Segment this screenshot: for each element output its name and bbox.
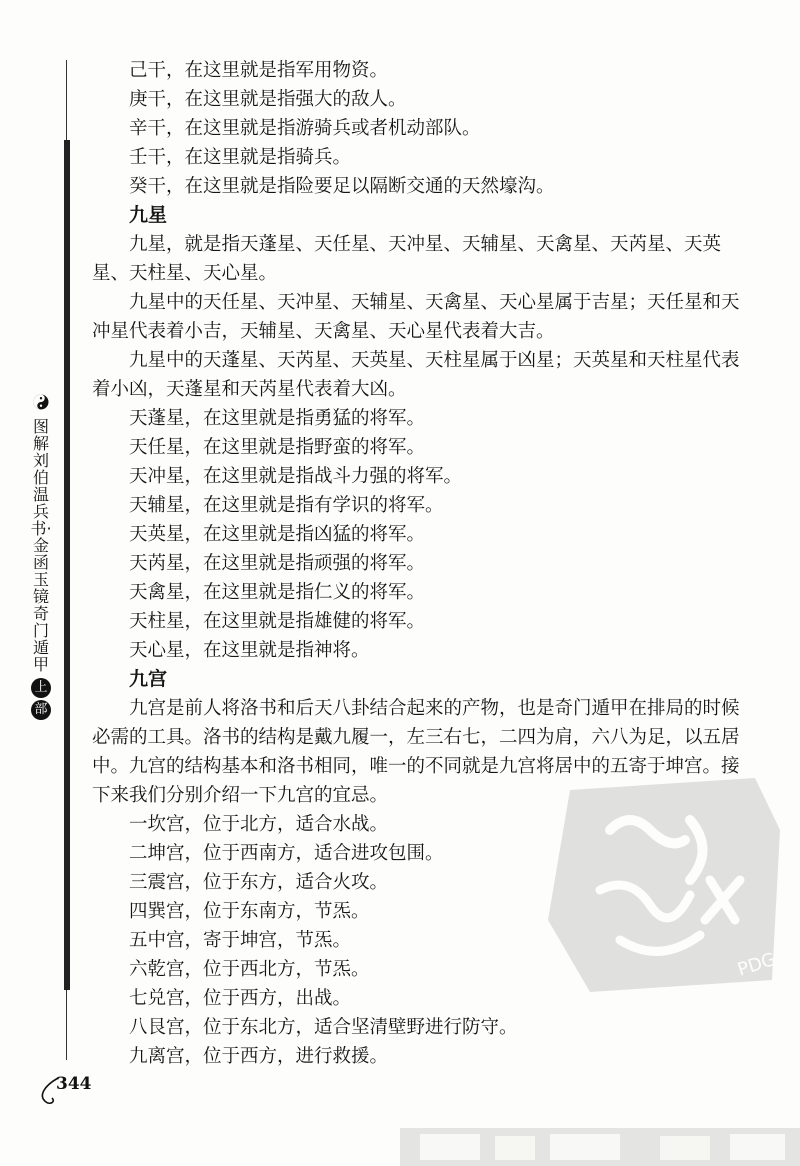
paragraph: 九离宫，位于西方，进行救援。 [129,1046,389,1067]
paragraph: 四巽宫，位于东南方，节炁。 [129,901,370,922]
paragraph: 七兑宫，位于西方，出战。 [129,988,352,1009]
paragraph: 天蓬星，在这里就是指勇猛的将军。 [129,408,426,429]
paragraph: 天任星，在这里就是指野蛮的将军。 [129,437,426,458]
paragraph: 庚干，在这里就是指强大的敌人。 [129,89,407,110]
paragraph: 天芮星，在这里就是指顽强的将军。 [129,553,426,574]
paragraph: 天冲星，在这里就是指战斗力强的将军。 [129,466,463,487]
section-heading-nine-palaces: 九宫 [129,668,168,690]
paragraph: 天禽星，在这里就是指仁义的将军。 [129,582,426,603]
paragraph: 壬干，在这里就是指骑兵。 [129,147,352,168]
watermark-text: PDG [735,948,779,981]
paragraph: 三震宫，位于东方，适合火攻。 [129,872,389,893]
paragraph: 八艮宫，位于东北方，适合坚清壁野进行防守。 [129,1017,518,1038]
paragraph: 九星中的天任星、天冲星、天辅星、天禽星、天心星属于吉星；天任星和天冲星代表着小吉，天辅星、天禽星、天心星代表着大吉。 [92,292,740,342]
paragraph: 天英星，在这里就是指凶猛的将军。 [129,524,426,545]
volume-marker-char: 上 [31,678,51,698]
paragraph: 九星，就是指天蓬星、天任星、天冲星、天辅星、天禽星、天芮星、天英星、天柱星、天心星。 [92,234,722,284]
paragraph: 癸干，在这里就是指险要足以隔断交通的天然壕沟。 [129,176,555,197]
scan-artifact-band [400,1128,800,1166]
paragraph: 己干，在这里就是指军用物资。 [129,60,389,81]
paragraph: 一坎宫，位于北方，适合水战。 [129,814,389,835]
paragraph: 九宫是前人将洛书和后天八卦结合起来的产物，也是奇门遁甲在排局的时候必需的工具。洛书的结构是戴九履一，左三右七，二四为肩，六八为足，以五居中。九宫的结构基本和洛书相同，唯一的不同就是九宫将居中的五寄于坤宫。接下来我们分别介绍一下九宫的宜忌。 [92,698,740,806]
volume-marker [31,678,51,720]
taiji-icon [33,394,49,410]
section-heading-nine-stars: 九星 [129,204,168,226]
paragraph: 六乾宫，位于西北方，节炁。 [129,959,370,980]
volume-marker-char: 部 [31,700,51,720]
paragraph: 二坤宫，位于西南方，适合进攻包围。 [129,843,444,864]
paragraph: 天心星，在这里就是指神将。 [129,640,370,661]
paragraph: 天柱星，在这里就是指雄健的将军。 [129,611,426,632]
pdg-watermark-seal [540,770,790,1000]
paragraph: 五中宫，寄于坤宫，节炁。 [129,930,352,951]
page-number: 344 [56,1074,92,1094]
paragraph: 天辅星，在这里就是指有学识的将军。 [129,495,444,516]
paragraph: 辛干，在这里就是指游骑兵或者机动部队。 [129,118,481,139]
paragraph: 九星中的天蓬星、天芮星、天英星、天柱星属于凶星；天英星和天柱星代表着小凶，天蓬星和天芮星代表着大凶。 [92,350,740,400]
book-title-vertical: 图解刘伯温兵书·金函玉镜奇门遁甲 [30,417,52,674]
margin-rule-thick [64,140,70,990]
